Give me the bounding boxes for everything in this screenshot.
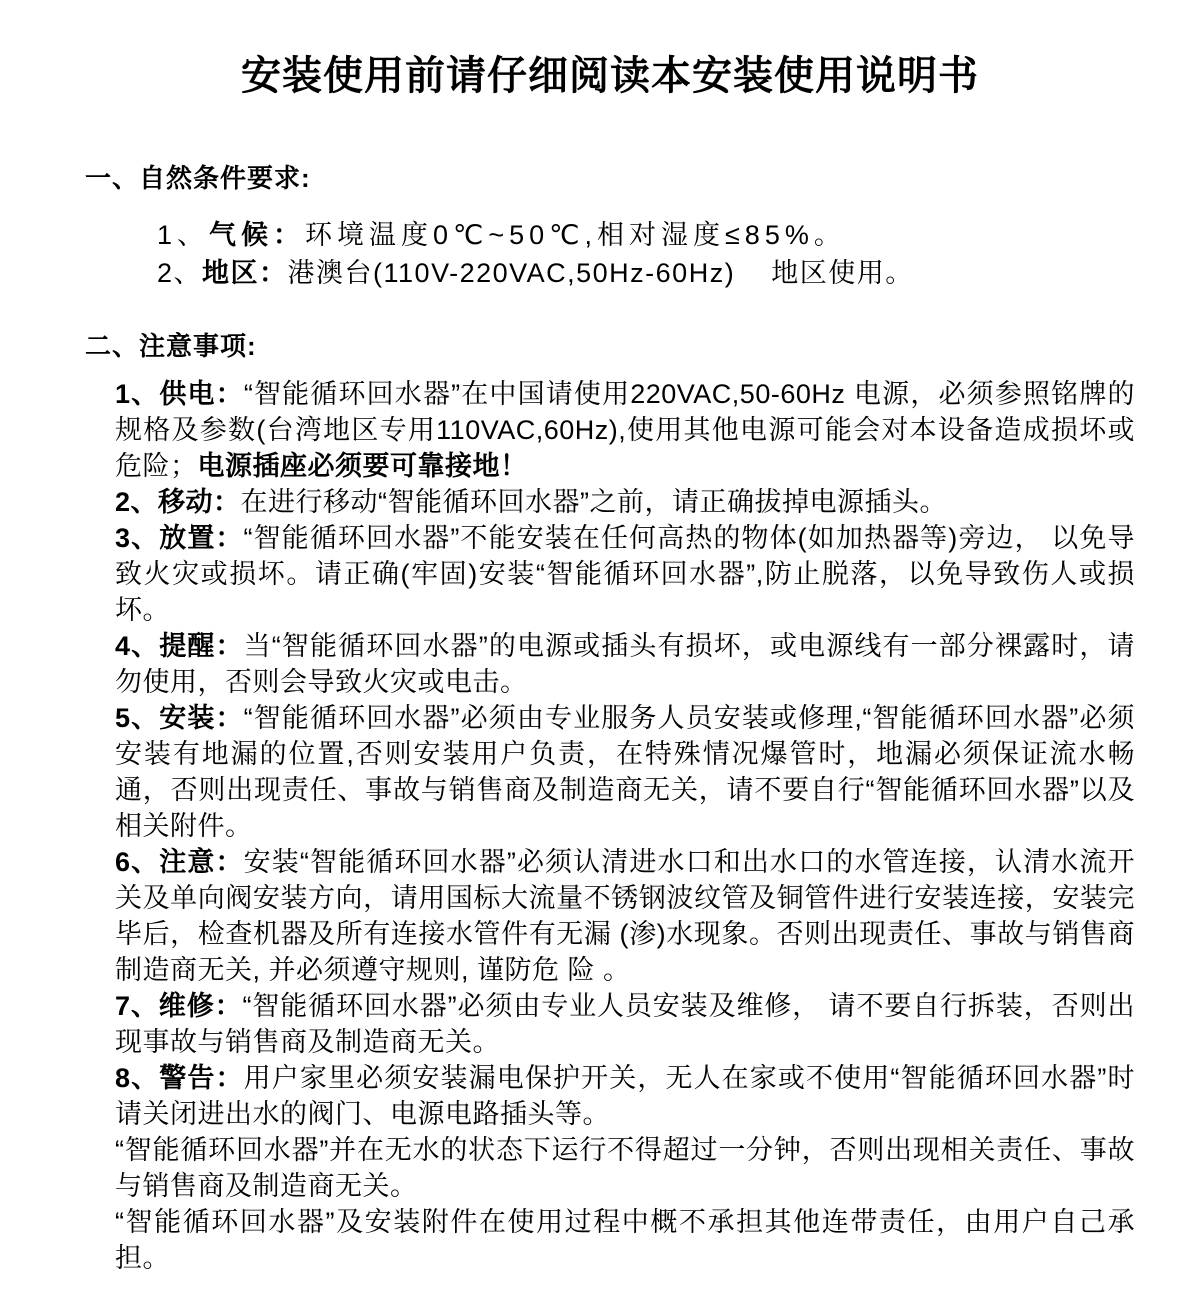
notice-item-placement: [115, 520, 1135, 628]
notice-item-warning: [115, 1060, 1135, 1132]
notice-text: “智能循环回水器”必须由专业服务人员安装或修理,“智能循环回水器”必须安装有地漏的位置,否则安装用户负责，在特殊情况爆管时，地漏必须保证流水畅通，否则出现责任、事故与销售商及制造商无关，请不要自行“智能循环回水器”以及相关附件。: [115, 703, 1135, 841]
notice-item-liability: [115, 1204, 1135, 1276]
notice-text: 在进行移动“智能循环回水器”之前，请正确拔掉电源插头。: [240, 487, 948, 517]
item-number: 1、: [157, 220, 210, 250]
notice-item-power: [115, 376, 1135, 484]
notice-text: “智能循环回水器”在中国请使用220VAC,50-60Hz 电源，必须参照铭牌的规格及参数(台湾地区专用110VAC,60Hz),使用其他电源可能会对本设备造成损坏或危险；: [115, 379, 1135, 481]
notice-label: 3、放置：: [115, 523, 244, 553]
item-label: 气候：: [209, 220, 306, 250]
notice-item-moving: [115, 484, 1135, 520]
notice-label: 8、警告：: [115, 1063, 244, 1093]
notice-item-reminder: [115, 628, 1135, 700]
notice-text: “智能循环回水器”必须由专业人员安装及维修， 请不要自行拆装，否则出现事故与销售商及制造商无关。: [115, 991, 1135, 1057]
notice-text: 用户家里必须安装漏电保护开关，无人在家或不使用“智能循环回水器”时请关闭进出水的阀门、电源电路插头等。: [115, 1063, 1135, 1129]
item-number: 2、: [157, 258, 203, 288]
notice-text: 当“智能循环回水器”的电源或插头有损坏，或电源线有一部分裸露时，请勿使用，否则会导致火灾或电击。: [115, 631, 1135, 697]
section-heading-natural-conditions: 一、自然条件要求:: [85, 163, 311, 193]
notice-item-dry-run: [115, 1132, 1135, 1204]
notice-label: 1、供电：: [115, 379, 244, 409]
item-text: 环境温度0℃~50℃,相对湿度≤85%。: [305, 220, 846, 250]
list-item-climate: [157, 216, 1135, 254]
notice-label: 5、安装：: [115, 703, 244, 733]
notice-text: “智能循环回水器”并在无水的状态下运行不得超过一分钟，否则出现相关责任、事故与销售商及制造商无关。: [115, 1135, 1135, 1201]
notice-label: 2、移动：: [115, 487, 241, 517]
list-item-region: [157, 254, 1135, 292]
notice-item-maintenance: [115, 988, 1135, 1060]
notice-label: 7、维修：: [115, 991, 243, 1021]
natural-conditions-list: [157, 216, 1135, 292]
notice-text: 安装“智能循环回水器”必须认清进水口和出水口的水管连接，认清水流开关及单向阀安装方向，请用国标大流量不锈钢波纹管及铜管件进行安装连接，安装完毕后，检查机器及所有连接水管件有无漏 (渗)水现象。否则出现责任、事故与销售商制造商无关, 并必须遵守规则, 谨防危 险 。: [115, 847, 1135, 985]
notice-item-installation: [115, 700, 1135, 844]
notice-text: “智能循环回水器”及安装附件在使用过程中概不承担其他连带责任，由用户自己承担。: [115, 1207, 1135, 1273]
item-label: 地区：: [202, 258, 288, 288]
page-title: 安装使用前请仔细阅读本安装使用说明书: [241, 54, 979, 98]
notice-item-attention: [115, 844, 1135, 988]
item-text: 港澳台(110V-220VAC,50Hz-60Hz) 地区使用。: [287, 258, 914, 288]
notice-label: 6、注意：: [115, 847, 244, 877]
notice-bold-tail: 电源插座必须要可靠接地！: [197, 451, 528, 481]
section-heading-cautions: 二、注意事项:: [85, 331, 257, 361]
notice-text: “智能循环回水器”不能安装在任何高热的物体(如加热器等)旁边， 以免导致火灾或损坏。请正确(牢固)安装“智能循环回水器”,防止脱落，以免导致伤人或损坏。: [115, 523, 1135, 625]
notice-label: 4、提醒：: [115, 631, 244, 661]
cautions-list: [115, 376, 1135, 1276]
